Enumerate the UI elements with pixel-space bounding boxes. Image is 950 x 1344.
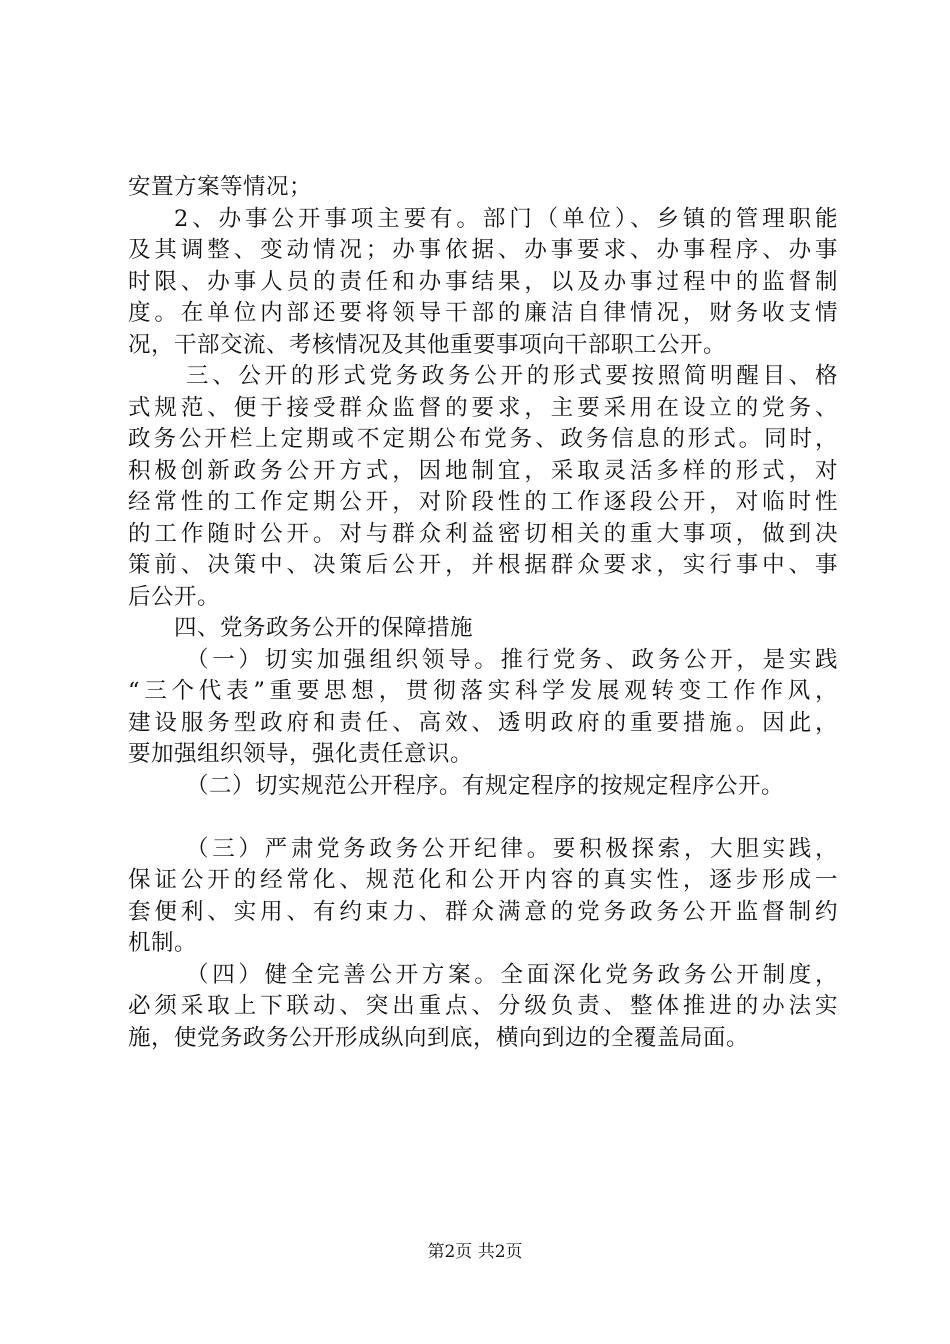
paragraph-line: 套便利、实用、有约束力、群众满意的党务政务公开监督制约 — [128, 898, 838, 925]
paragraph-line: 式规范、便于接受群众监督的要求，主要采用在设立的党务、 — [128, 394, 838, 421]
paragraph-line: 必须采取上下联动、突出重点、分级负责、整体推进的办法实 — [128, 993, 838, 1019]
paragraph-line: 政务公开栏上定期或不定期公布党务、政务信息的形式。同时， — [128, 426, 838, 452]
paragraph-line: 经常性的工作定期公开，对阶段性的工作逐段公开，对临时性 — [128, 489, 838, 515]
section-heading: 四、党务政务公开的保障措施 — [174, 615, 474, 641]
blank-line — [128, 802, 838, 834]
paragraph-line: 建设服务型政府和责任、高效、透明政府的重要措施。因此， — [128, 709, 838, 736]
paragraph-line: 时限、办事人员的责任和办事结果，以及办事过程中的监督制 — [128, 268, 838, 295]
paragraph-line: 度。在单位内部还要将领导干部的廉洁自律情况，财务收支情 — [128, 300, 838, 326]
paragraph-line: （一）切实加强组织领导。推行党务、政务公开，是实践 — [186, 646, 838, 673]
paragraph-line: 积极创新政务公开方式，因地制宜，采取灵活多样的形式，对 — [128, 457, 838, 484]
document-body — [128, 172, 838, 1054]
paragraph-line: 安置方案等情况； — [128, 174, 313, 200]
paragraph-line: 及其调整、变动情况；办事依据、办事要求、办事程序、办事 — [128, 237, 838, 263]
paragraph-line: 施，使党务政务公开形成纵向到底，横向到边的全覆盖局面。 — [128, 1024, 750, 1051]
paragraph-line: 策前、决策中、决策后公开，并根据群众要求，实行事中、事 — [128, 552, 838, 578]
paragraph-line: 机制。 — [128, 930, 198, 956]
paragraph-line: （二）切实规范公开程序。有规定程序的按规定程序公开。 — [186, 772, 785, 799]
paragraph-line: 况，干部交流、考核情况及其他重要事项向干部职工公开。 — [128, 331, 727, 358]
paragraph-line: 要加强组织领导，强化责任意识。 — [128, 741, 474, 767]
paragraph-line: 后公开。 — [128, 583, 221, 610]
paragraph-line: （四）健全完善公开方案。全面深化党务政务公开制度， — [186, 961, 838, 988]
paragraph-line: 的工作随时公开。对与群众利益密切相关的重大事项，做到决 — [128, 520, 838, 547]
paragraph-line: 三、公开的形式党务政务公开的形式要按照简明醒目、格 — [186, 363, 838, 389]
paragraph-line: 2、办事公开事项主要有。部门（单位）、乡镇的管理职能 — [174, 205, 838, 232]
paragraph-line: “三个代表”重要思想，贯彻落实科学发展观转变工作作风， — [128, 678, 838, 704]
paragraph-line: 保证公开的经常化、规范化和公开内容的真实性，逐步形成一 — [128, 867, 838, 893]
paragraph-line: （三）严肃党务政务公开纪律。要积极探索，大胆实践， — [186, 835, 838, 862]
page-number-footer: 第2页 共2页 — [427, 1242, 523, 1262]
